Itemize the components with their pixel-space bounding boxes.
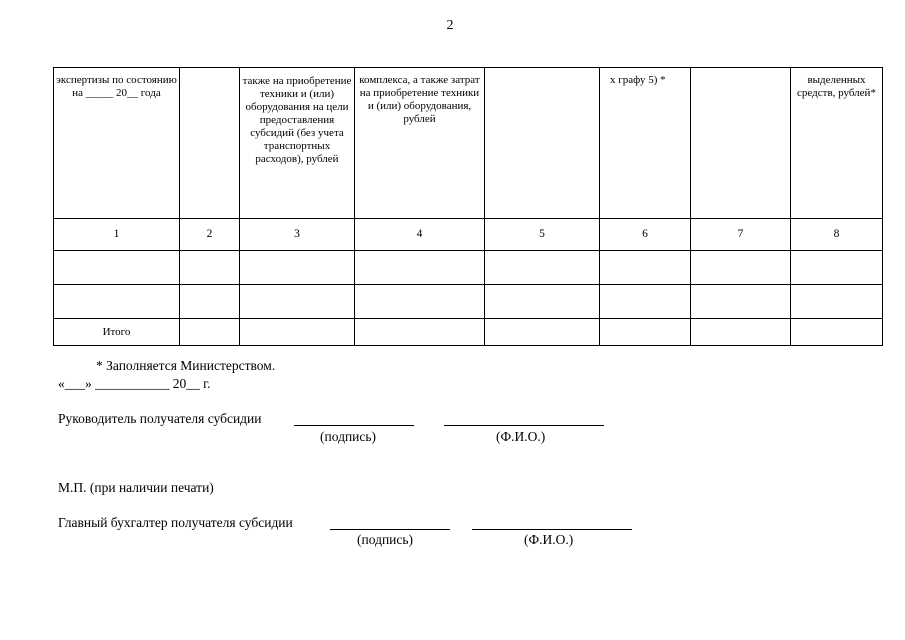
header-cell-5: [485, 68, 600, 219]
stamp-label: М.П. (при наличии печати): [58, 480, 214, 495]
header-cell-7: [691, 68, 791, 219]
table-cell: [691, 251, 791, 285]
table-cell: [355, 251, 485, 285]
table-cell: [180, 319, 240, 346]
subsidy-table: [53, 67, 883, 346]
header-cell-8: выделенных средств, рублей*: [791, 68, 883, 219]
table-row: [54, 285, 883, 319]
column-number: 8: [791, 219, 883, 251]
column-number: 4: [355, 219, 485, 251]
table-cell: [485, 251, 600, 285]
header-cell-1: экспертизы по состоянию на _____ 20__ года: [54, 68, 180, 219]
table-cell: [791, 251, 883, 285]
table-cell: [180, 285, 240, 319]
date-line: «___» ___________ 20__ г.: [58, 376, 211, 391]
column-number: 7: [691, 219, 791, 251]
header-cell-2: [180, 68, 240, 219]
table-cell: [355, 319, 485, 346]
table-cell: [600, 251, 691, 285]
table-cell: [240, 319, 355, 346]
page-number: 2: [446, 18, 454, 33]
accountant-name-line: [472, 529, 632, 530]
table-cell: [791, 319, 883, 346]
column-number: 6: [600, 219, 691, 251]
column-number: 3: [240, 219, 355, 251]
header-cell-3: также на приобретение техники и (или) оборудования на цели предоставления субсидий (без учета транспортных расходов), рублей: [240, 68, 355, 219]
table-cell: [240, 251, 355, 285]
table-row: [54, 251, 883, 285]
table-cell: [691, 285, 791, 319]
accountant-label: Главный бухгалтер получателя субсидии: [58, 515, 293, 530]
column-number: 5: [485, 219, 600, 251]
table-cell: [600, 285, 691, 319]
table-cell: [691, 319, 791, 346]
total-row: [54, 319, 883, 346]
total-label: Итого: [54, 319, 180, 346]
table-cell: [180, 251, 240, 285]
accountant-name-caption: (Ф.И.О.): [524, 532, 574, 547]
column-number-row: [54, 219, 883, 251]
table-header-row: [54, 68, 883, 219]
header-cell-4: комплекса, а также затрат на приобретение техники и (или) оборудования, рублей: [355, 68, 485, 219]
head-label: Руководитель получателя субсидии: [58, 411, 262, 426]
accountant-signature-line: [330, 529, 450, 530]
table-cell: [54, 251, 180, 285]
footnote: * Заполняется Министерством.: [96, 358, 276, 373]
column-number: 2: [180, 219, 240, 251]
table-cell: [240, 285, 355, 319]
table-cell: [54, 285, 180, 319]
column-number: 1: [54, 219, 180, 251]
table-cell: [600, 319, 691, 346]
table-cell: [355, 285, 485, 319]
accountant-signature-caption: (подпись): [357, 532, 414, 547]
head-name-caption: (Ф.И.О.): [496, 429, 546, 444]
head-signature-caption: (подпись): [320, 429, 377, 444]
table-cell: [485, 285, 600, 319]
table-cell: [791, 285, 883, 319]
head-name-line: [444, 425, 604, 426]
head-signature-line: [294, 425, 414, 426]
header-cell-6: х графу 5) *: [600, 68, 691, 219]
table-cell: [485, 319, 600, 346]
